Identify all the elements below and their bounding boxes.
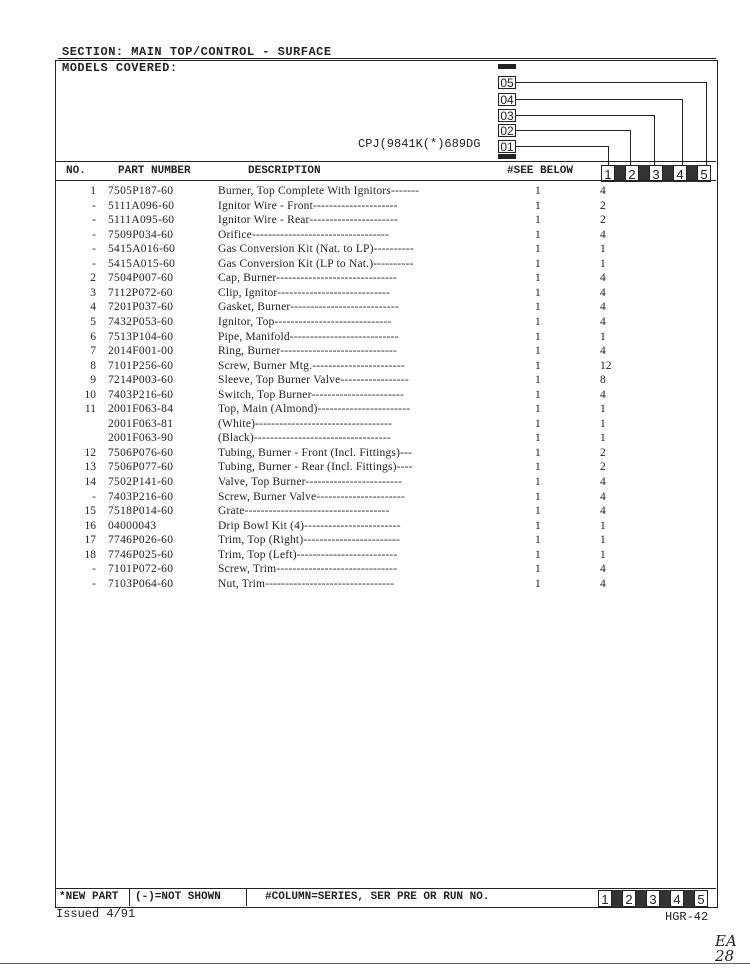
connector-03 xyxy=(516,115,654,116)
item-number: 17 xyxy=(84,534,96,547)
see-below: 1 xyxy=(535,388,541,401)
item-number: 18 xyxy=(84,548,96,561)
see-below: 1 xyxy=(535,272,541,285)
part-description: Cap, Burner------------------------------ xyxy=(218,272,398,285)
connector-02 xyxy=(516,130,630,131)
item-number: - xyxy=(92,257,96,270)
series-1-qty: 4 xyxy=(600,301,606,314)
item-number: 4 xyxy=(90,301,96,314)
see-below: 1 xyxy=(535,490,541,503)
table-row xyxy=(0,389,750,404)
part-number: 7513P104-60 xyxy=(108,330,174,343)
see-below: 1 xyxy=(535,432,541,445)
series-header-1: 1 xyxy=(601,165,615,182)
table-row xyxy=(0,301,750,316)
part-number: 7505P187-60 xyxy=(108,185,174,197)
see-below: 1 xyxy=(535,345,541,358)
part-number: 04000043 xyxy=(108,519,157,532)
table-row xyxy=(0,214,750,229)
title-underline xyxy=(58,58,716,59)
table-row xyxy=(0,360,750,375)
part-description: Trim, Top (Left)------------------------- xyxy=(218,548,398,561)
series-1-qty: 4 xyxy=(600,185,606,197)
footer-separator xyxy=(129,888,130,906)
series-header-5: 5 xyxy=(697,165,711,182)
table-row xyxy=(0,185,750,200)
connector-04-v xyxy=(682,99,683,166)
series-1-qty: 4 xyxy=(600,345,606,358)
table-row xyxy=(0,229,750,244)
see-below: 1 xyxy=(535,548,541,561)
col-header-description: DESCRIPTION xyxy=(248,165,321,177)
part-number: 7509P034-60 xyxy=(108,228,174,241)
table-row xyxy=(0,316,750,331)
part-number: 7504P007-60 xyxy=(108,272,174,285)
part-description: Screw, Burner Mtg.----------------------- xyxy=(218,359,405,372)
footer-column-note: #COLUMN=SERIES, SER PRE OR RUN NO. xyxy=(265,891,490,903)
item-number: 14 xyxy=(84,476,96,488)
table-row xyxy=(0,345,750,360)
series-header-2: 2 xyxy=(625,165,639,182)
part-description: Pipe, Manifold--------------------------- xyxy=(218,330,399,343)
series-1-qty: 2 xyxy=(600,214,606,227)
col-header-see-below: #SEE BELOW xyxy=(507,165,574,177)
part-description: Gas Conversion Kit (LP to Nat.)---------- xyxy=(218,257,414,270)
page-bottom-rule xyxy=(0,963,750,964)
part-number: 2001F063-81 xyxy=(108,417,174,430)
table-row xyxy=(0,476,750,491)
part-description: Clip, Ignitor---------------------------- xyxy=(218,286,391,299)
item-number: 10 xyxy=(84,388,96,401)
part-description: Top, Main (Almond)----------------------- xyxy=(218,403,411,416)
series-1-qty: 1 xyxy=(600,519,606,532)
see-below: 1 xyxy=(535,563,541,576)
item-number: - xyxy=(92,199,96,212)
series-1-qty: 1 xyxy=(600,417,606,430)
part-description: Ignitor Wire - Front--------------------- xyxy=(218,199,398,212)
series-1-qty: 4 xyxy=(600,388,606,401)
table-row xyxy=(0,447,750,462)
part-number: 5111A095-60 xyxy=(108,214,175,227)
connector-05 xyxy=(516,82,706,83)
table-row xyxy=(0,287,750,302)
series-footer-5: 5 xyxy=(694,890,708,907)
model-code-03: 03 xyxy=(498,109,516,122)
table-row xyxy=(0,258,750,273)
see-below: 1 xyxy=(535,330,541,343)
series-1-qty: 1 xyxy=(600,403,606,416)
part-number: 7101P072-60 xyxy=(108,563,174,576)
part-number: 7432P053-60 xyxy=(108,315,174,328)
connector-04 xyxy=(516,99,682,100)
see-below: 1 xyxy=(535,257,541,270)
series-1-qty: 1 xyxy=(600,548,606,561)
item-number: 13 xyxy=(84,461,96,474)
item-number: - xyxy=(92,214,96,227)
see-below: 1 xyxy=(535,199,541,212)
series-footer-2: 2 xyxy=(622,890,636,907)
part-number: 7103P064-60 xyxy=(108,577,174,590)
series-footer-sep xyxy=(684,890,694,907)
table-row xyxy=(0,374,750,389)
item-number: 16 xyxy=(84,519,96,532)
part-number: 7506P077-60 xyxy=(108,461,174,474)
col-header-part-number: PART NUMBER xyxy=(118,165,191,177)
table-row xyxy=(0,461,750,476)
item-number: 1 xyxy=(90,185,96,197)
series-footer-sep xyxy=(636,890,646,907)
part-description: Gas Conversion Kit (Nat. to LP)---------- xyxy=(218,243,414,256)
see-below: 1 xyxy=(535,214,541,227)
part-description: Ring, Burner----------------------------- xyxy=(218,345,398,358)
series-1-qty: 1 xyxy=(600,432,606,445)
model-code-05: 05 xyxy=(498,76,516,89)
part-number: 7746P026-60 xyxy=(108,534,174,547)
part-number: 7746P025-60 xyxy=(108,548,174,561)
connector-01-v xyxy=(608,146,609,166)
item-number: 2 xyxy=(90,272,96,285)
item-number: 12 xyxy=(84,446,96,459)
see-below: 1 xyxy=(535,476,541,488)
part-description: Ignitor Wire - Rear---------------------- xyxy=(218,214,398,227)
issued-date: Issued 4/91 xyxy=(56,907,136,921)
table-row xyxy=(0,549,750,564)
table-row xyxy=(0,200,750,215)
series-1-qty: 1 xyxy=(600,534,606,547)
part-number: 7112P072-60 xyxy=(108,286,173,299)
see-below: 1 xyxy=(535,286,541,299)
part-number: 2001F063-90 xyxy=(108,432,174,445)
part-description: Orifice---------------------------------- xyxy=(218,228,389,241)
connector-05-v xyxy=(706,82,707,166)
series-1-qty: 1 xyxy=(600,330,606,343)
part-description: Screw, Trim------------------------------ xyxy=(218,563,398,576)
item-number: 7 xyxy=(90,345,96,358)
series-1-qty: 1 xyxy=(600,257,606,270)
see-below: 1 xyxy=(535,228,541,241)
see-below: 1 xyxy=(535,534,541,547)
part-description: Nut, Trim-------------------------------- xyxy=(218,577,395,590)
table-row xyxy=(0,243,750,258)
part-number: 2001F063-84 xyxy=(108,403,174,416)
footer-not-shown: (-)=NOT SHOWN xyxy=(135,891,221,903)
part-number: 7403P216-60 xyxy=(108,388,174,401)
series-1-qty: 4 xyxy=(600,563,606,576)
series-footer-1: 1 xyxy=(598,890,612,907)
series-1-qty: 4 xyxy=(600,228,606,241)
part-number: 7403P216-60 xyxy=(108,490,174,503)
table-row xyxy=(0,563,750,578)
item-number: - xyxy=(92,243,96,256)
series-1-qty: 2 xyxy=(600,199,606,212)
series-1-qty: 4 xyxy=(600,286,606,299)
part-number: 7518P014-60 xyxy=(108,505,174,518)
item-number: 5 xyxy=(90,315,96,328)
series-footer-4: 4 xyxy=(670,890,684,907)
header-bottom-rule xyxy=(56,180,716,181)
series-1-qty: 4 xyxy=(600,315,606,328)
document-code: HGR-42 xyxy=(665,910,709,924)
item-number: - xyxy=(92,228,96,241)
footer-separator xyxy=(246,888,247,906)
see-below: 1 xyxy=(535,461,541,474)
see-below: 1 xyxy=(535,577,541,590)
table-row xyxy=(0,520,750,535)
table-row xyxy=(0,534,750,549)
part-number: 7214P003-60 xyxy=(108,374,174,387)
part-number: 7506P076-60 xyxy=(108,446,174,459)
item-number: 8 xyxy=(90,359,96,372)
series-header-4: 4 xyxy=(673,165,687,182)
see-below: 1 xyxy=(535,403,541,416)
series-1-qty: 4 xyxy=(600,577,606,590)
part-number: 5415A015-60 xyxy=(108,257,176,270)
footer-rule xyxy=(56,888,716,889)
series-1-qty: 2 xyxy=(600,446,606,459)
see-below: 1 xyxy=(535,505,541,518)
part-number: 5111A096-60 xyxy=(108,199,175,212)
part-number: 7502P141-60 xyxy=(108,476,174,488)
part-description: Tubing, Burner - Front (Incl. Fittings)--- xyxy=(218,446,413,459)
handwritten-note xyxy=(715,934,737,964)
series-1-qty: 4 xyxy=(600,490,606,503)
item-number: 11 xyxy=(84,403,96,416)
series-footer-sep xyxy=(660,890,670,907)
table-row xyxy=(0,418,750,433)
part-description: Ignitor, Top----------------------------- xyxy=(218,315,392,328)
series-1-qty: 8 xyxy=(600,374,606,387)
see-below: 1 xyxy=(535,301,541,314)
item-number: 15 xyxy=(84,505,96,518)
series-1-qty: 2 xyxy=(600,461,606,474)
part-description: Sleeve, Top Burner Valve----------------- xyxy=(218,374,409,387)
series-footer-3: 3 xyxy=(646,890,660,907)
model-bar-top xyxy=(498,64,516,69)
model-bar-bottom xyxy=(498,154,516,159)
see-below: 1 xyxy=(535,519,541,532)
see-below: 1 xyxy=(535,315,541,328)
table-row xyxy=(0,491,750,506)
item-number: - xyxy=(92,563,96,576)
model-code-04: 04 xyxy=(498,93,516,106)
series-footer-sep xyxy=(612,890,622,907)
see-below: 1 xyxy=(535,446,541,459)
table-row xyxy=(0,505,750,520)
part-description: Trim, Top (Right)------------------------ xyxy=(218,534,401,547)
see-below: 1 xyxy=(535,185,541,197)
model-name: CPJ(9841K(*)689DG xyxy=(358,137,481,151)
part-description: Screw, Burner Valve---------------------- xyxy=(218,490,405,503)
see-below: 1 xyxy=(535,417,541,430)
table-row xyxy=(0,331,750,346)
table-row xyxy=(0,403,750,418)
connector-01 xyxy=(516,146,608,147)
see-below: 1 xyxy=(535,374,541,387)
handwritten-line-2: 28 xyxy=(715,947,735,965)
series-1-qty: 12 xyxy=(600,359,612,372)
footer-new-part: *NEW PART xyxy=(59,891,119,903)
part-description: Drip Bowl Kit (4)------------------------ xyxy=(218,519,401,532)
series-1-qty: 4 xyxy=(600,505,606,518)
series-1-qty: 4 xyxy=(600,272,606,285)
part-description: Burner, Top Complete With Ignitors------- xyxy=(218,185,420,197)
series-header-3: 3 xyxy=(649,165,663,182)
item-number: - xyxy=(92,577,96,590)
part-description: Tubing, Burner - Rear (Incl. Fittings)---- xyxy=(218,461,413,474)
see-below: 1 xyxy=(535,243,541,256)
table-row xyxy=(0,578,750,593)
header-top-rule xyxy=(56,161,716,162)
item-number: 3 xyxy=(90,286,96,299)
item-number: 9 xyxy=(90,374,96,387)
handwritten-line-1: EA xyxy=(715,932,737,950)
model-code-02: 02 xyxy=(498,124,516,137)
connector-03-v xyxy=(654,115,655,166)
series-1-qty: 1 xyxy=(600,243,606,256)
part-description: Gasket, Burner--------------------------- xyxy=(218,301,399,314)
table-row xyxy=(0,272,750,287)
part-number: 5415A016-60 xyxy=(108,243,176,256)
part-number: 7201P037-60 xyxy=(108,301,174,314)
model-code-01: 01 xyxy=(498,140,516,153)
col-header-no: NO. xyxy=(66,165,86,177)
part-description: (Black)---------------------------------- xyxy=(218,432,391,445)
item-number: - xyxy=(92,490,96,503)
series-1-qty: 4 xyxy=(600,476,606,488)
section-title: SECTION: MAIN TOP/CONTROL - SURFACE xyxy=(62,45,332,59)
see-below: 1 xyxy=(535,359,541,372)
table-row xyxy=(0,432,750,447)
part-number: 7101P256-60 xyxy=(108,359,174,372)
part-description: Valve, Top Burner------------------------ xyxy=(218,476,403,488)
part-number: 2014F001-00 xyxy=(108,345,174,358)
part-description: Switch, Top Burner----------------------- xyxy=(218,388,405,401)
item-number: 6 xyxy=(90,330,96,343)
part-description: (White)---------------------------------- xyxy=(218,417,393,430)
part-description: Grate------------------------------------ xyxy=(218,505,390,518)
models-covered-label: MODELS COVERED: xyxy=(62,61,178,75)
